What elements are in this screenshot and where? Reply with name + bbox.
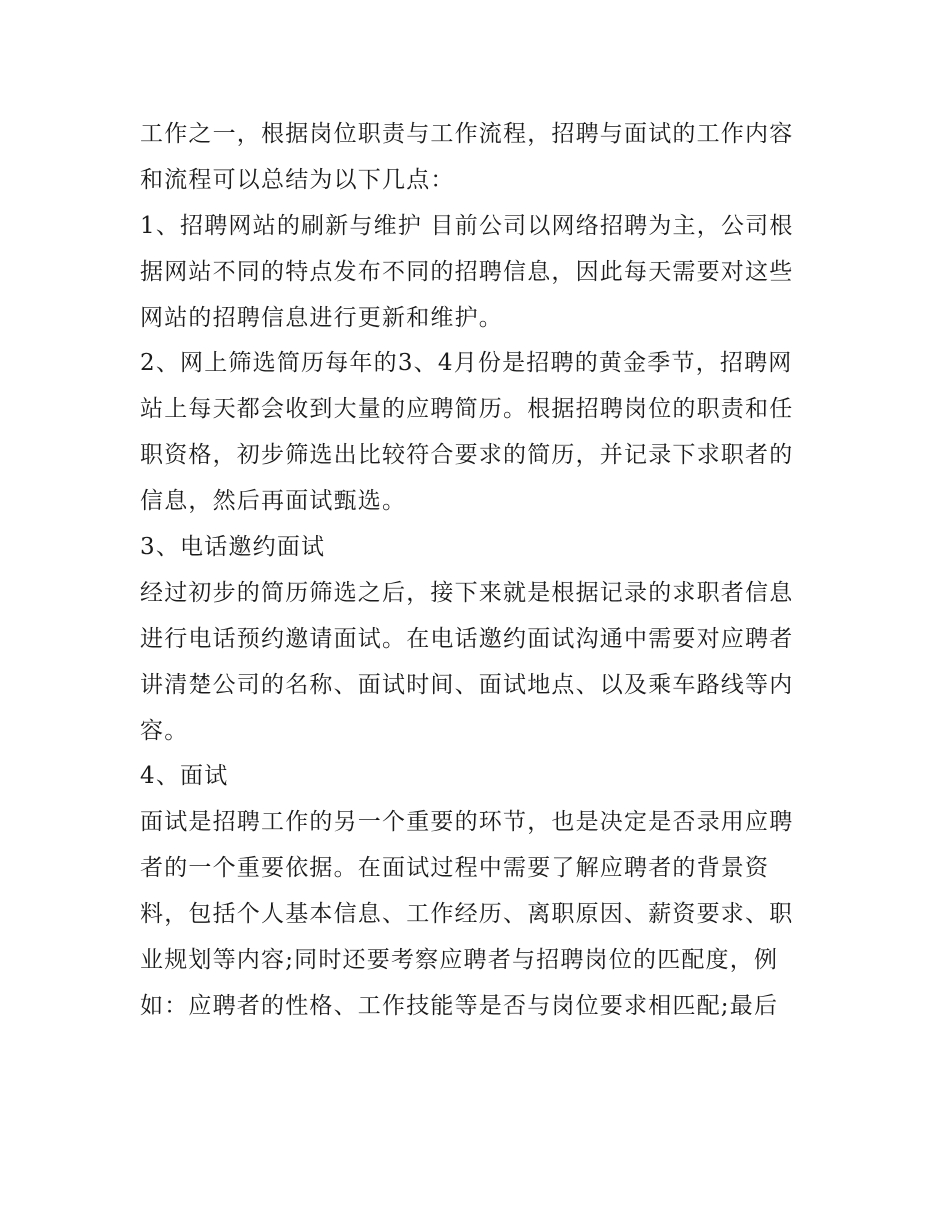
text-line: 业规划等内容;同时还要考察应聘者与招聘岗位的匹配度，例 (140, 947, 779, 974)
text-line: 信息，然后再面试甄选。 (140, 488, 407, 515)
document-body (140, 112, 820, 1030)
text-line: 和流程可以总结为以下几点： (140, 166, 455, 193)
text-line: 者的一个重要依据。在面试过程中需要了解应聘者的背景资 (140, 855, 770, 882)
text-line: 容。 (140, 717, 189, 744)
text-line: 经过初步的简历筛选之后，接下来就是根据记录的求职者信息 (140, 579, 794, 606)
text-line: 站上每天都会收到大量的应聘简历。根据招聘岗位的职责和任 (140, 396, 794, 423)
text-line: 进行电话预约邀请面试。在电话邀约面试沟通中需要对应聘者 (140, 625, 794, 652)
text-line: 2、网上筛选简历每年的3、4月份是招聘的黄金季节，招聘网 (140, 350, 793, 377)
text-line: 面试是招聘工作的另一个重要的环节，也是决定是否录用应聘 (140, 809, 794, 836)
text-line: 据网站不同的特点发布不同的招聘信息，因此每天需要对这些 (140, 258, 794, 285)
text-line: 1、招聘网站的刷新与维护 目前公司以网络招聘为主，公司根 (140, 212, 794, 239)
text-line: 讲清楚公司的名称、面试时间、面试地点、以及乘车路线等内 (140, 671, 794, 698)
section-heading: 4、面试 (140, 763, 229, 790)
text-line: 料，包括个人基本信息、工作经历、离职原因、薪资要求、职 (140, 901, 794, 928)
text-line: 工作之一，根据岗位职责与工作流程，招聘与面试的工作内容 (140, 121, 794, 147)
text-line: 网站的招聘信息进行更新和维护。 (140, 304, 503, 331)
section-heading: 3、电话邀约面试 (140, 534, 326, 561)
text-line: 职资格，初步筛选出比较符合要求的简历，并记录下求职者的 (140, 442, 794, 469)
text-line: 如：应聘者的性格、工作技能等是否与岗位要求相匹配;最后 (140, 992, 779, 1019)
